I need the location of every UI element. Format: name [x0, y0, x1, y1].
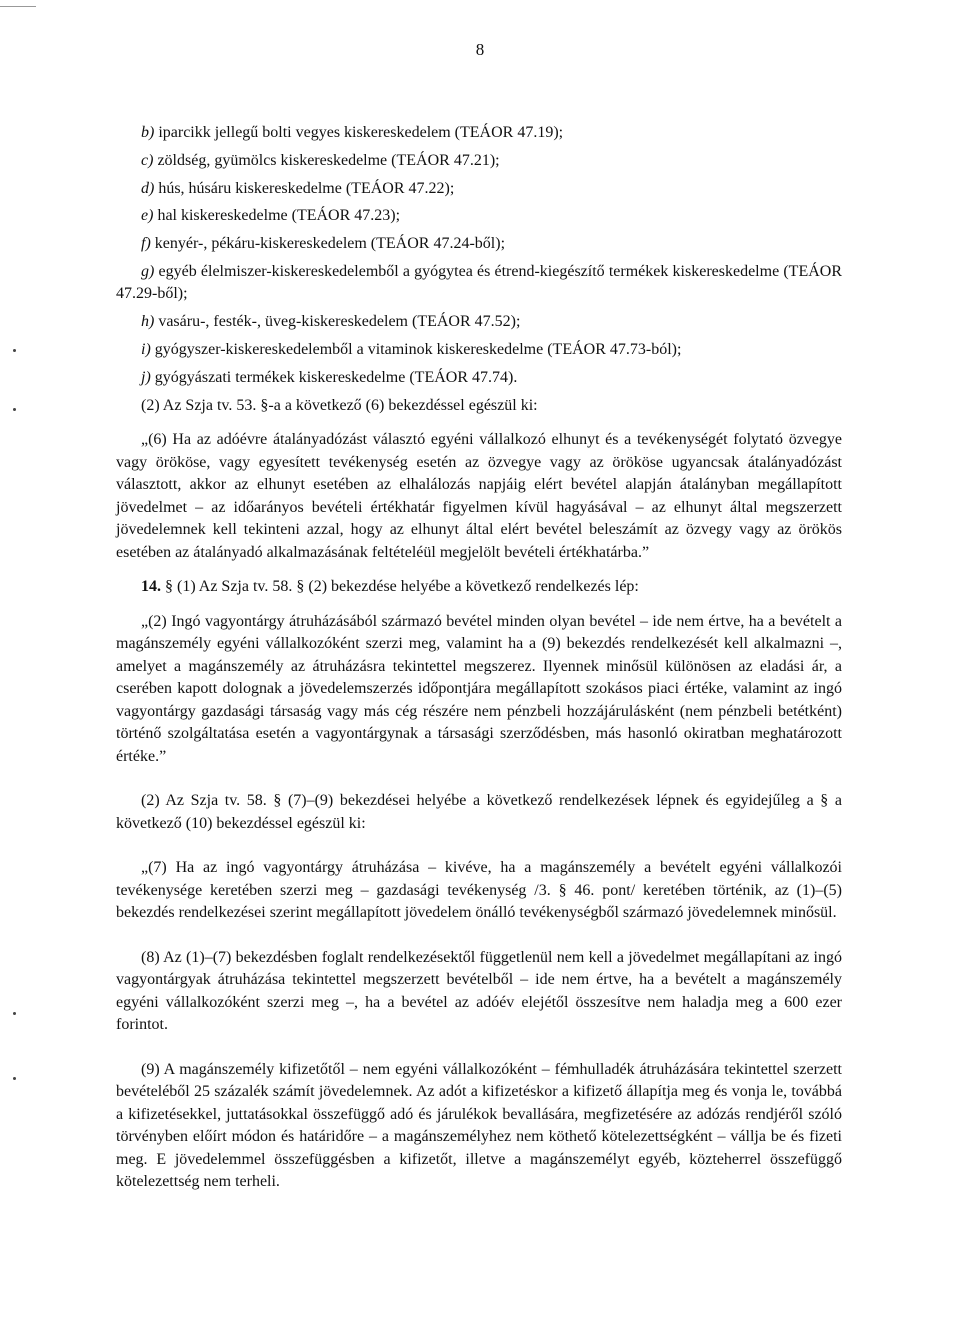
margin-dot [13, 1077, 16, 1080]
paragraph-9: (9) A magánszemély kifizetőtől – nem egyéni vállalkozóként – fémhulladék átruházására tekintettel szerzett bevételéből 25 százalék számít jövedelemnek. Az adót a kifizetéskor a kifizető állapítja meg és vonja le, továbbá a kifizetésekkel, juttatásokkal összefüggő adó és járulékok bevallására, megfizetésére az adózás rendjéről szóló törvényben előírt módon és határidőre – a magánszemélyhez nem köthető kötelezettségként – vállja be és fizeti meg. E jövedelemmel összefüggésben a kifizetőt, illetve a magánszemélyt egyéb, közteherrel összefüggő kötelezettség nem terheli. [116, 1060, 842, 1191]
document-body [116, 122, 842, 1194]
list-item: b) iparcikk jellegű bolti vegyes kiskereskedelem (TEÁOR 47.19); [141, 124, 564, 141]
section-number: 14. [141, 578, 161, 596]
paragraph-quote-2: „(2) Ingó vagyontárgy átruházásából származó bevétel minden olyan bevétel – ide nem értve, ha a bevételt a magánszemély egyéni vállalkozóként szerzi meg, valamint ha a (9) bekezdés rendelkezését kell alkalmazni –, amelyet a magánszemély az átruházásra tekintettel megszerez. Ilyennek minősül különösen az eladási ár, a cserében kapott dolognak a jövedelemszerzés időpontjára megállapított szokásos piaci értéke, valamint az ingó vagyontárgy gazdasági társaság vagy más cég részére nem pénzbeli hozzájárulásként (nem pénzbeli betétként) történő szolgáltatása esetén a vagyontárgynak a társasági szerződésben, más hasonló okiratban meghatározott értéke.” [116, 612, 842, 765]
paragraph-quote-7: „(7) Ha az ingó vagyontárgy átruházása – kivéve, ha a magánszemély a bevételt egyéni vállalkozói tevékenysége keretében szerzi meg – gazdasági tevékenység /3. § 46. pont/ keretében történik, az (1)–(5) bekezdés rendelkezései szerint megállapított jövedelem önálló tevékenységből származó jövedelemnek minősül. [116, 859, 842, 922]
list-item: i) gyógyszer-kiskereskedelemből a vitaminok kiskereskedelme (TEÁOR 47.73-ból); [141, 341, 682, 359]
section-text: § (1) Az Szja tv. 58. § (2) bekezdése helyébe a következő rendelkezés lép: [165, 578, 639, 596]
list-item: f) kenyér-, pékáru-kiskereskedelem (TEÁOR 47.24-ből); [141, 235, 506, 253]
margin-dot [13, 408, 16, 411]
page-number: 8 [475, 40, 485, 59]
section-14 [116, 576, 842, 599]
teaor-list [116, 122, 842, 389]
paragraph-quote-6: „(6) Ha az adóévre átalányadózást választó egyéni vállalkozó elhunyt és a tevékenységét folytató özvegye vagy örököse, vagy egyesített tevékenység esetén az özvegye vagy az örököse ugyancsak átalányadózást választott, akkor az elhunyt esetében az elhalálozás napjáig elért bevétel alapján átalányban megállapított jövedelmet – az időarányos bevételi értékhatár figyelmen kívül hagyásával – az elhunyt által megszerzett jövedelemnek kell tekinteni azzal, hogy az elhunyt által elért bevétel beleszámít az özvegy vagy az örökös esetében az átalányadó alkalmazásának feltételéül megjelölt bevételi értékhatárba.” [116, 431, 842, 561]
paragraph-8: (8) Az (1)–(7) bekezdésben foglalt rendelkezésektől függetlenül nem kell a jövedelmet megállapítani az ingó vagyontárgyak átruházása tekintettel megszerzett bevételből – ide nem értve, ha a bevételt a magánszemély egyéni vállalkozóként szerzi meg –, ha a bevétel az adóév elejétől összesítve nem haladja meg a 600 ezer forintot. [116, 948, 842, 1034]
top-edge-rule [0, 6, 36, 7]
margin-dot [13, 349, 16, 352]
list-item: h) vasáru-, festék-, üveg-kiskereskedelem (TEÁOR 47.52); [141, 313, 521, 331]
list-item: c) zöldség, gyümölcs kiskereskedelme (TEÁOR 47.21); [141, 151, 500, 169]
list-item: d) hús, húsáru kiskereskedelme (TEÁOR 47.22); [141, 179, 455, 197]
paragraph-szja-53: (2) Az Szja tv. 53. §-a a következő (6) bekezdéssel egészül ki: [141, 396, 538, 414]
paragraph-szja-58: (2) Az Szja tv. 58. § (7)–(9) bekezdései helyébe a következő rendelkezések lépnek és egyidejűleg a § a következő (10) bekezdéssel egészül ki: [116, 792, 842, 832]
list-item: j) gyógyászati termékek kiskereskedelme (TEÁOR 47.74). [141, 368, 518, 386]
list-item: e) hal kiskereskedelme (TEÁOR 47.23); [141, 207, 401, 225]
margin-dot [13, 1012, 16, 1015]
list-item: g) egyéb élelmiszer-kiskereskedelemből a gyógytea és étrend-kiegészítő termékek kiskereskedelme (TEÁOR 47.29-ből); [116, 262, 843, 303]
